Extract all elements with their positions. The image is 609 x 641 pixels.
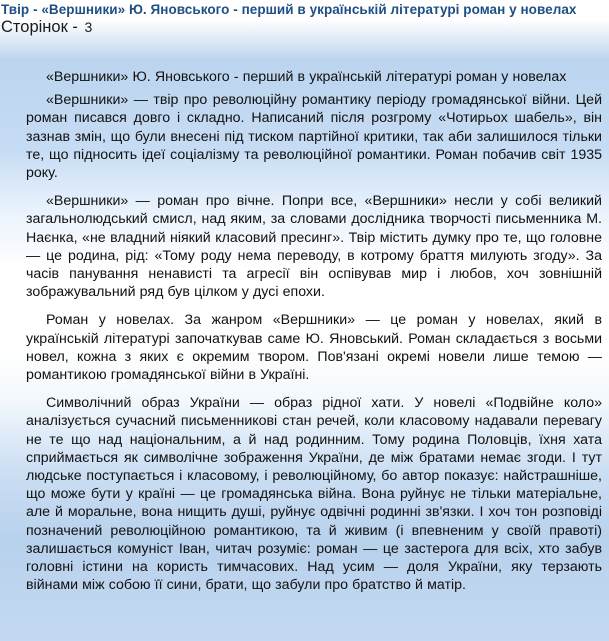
article-header bbox=[1, 0, 605, 36]
article-paragraph: «Вершники» — твір про революційну романтику періоду громадянської війни. Цей роман писався довго і складно. Написаний після розгрому «Чотирьох шабель», він зазнав змін, що були внесені під тиском партійної критики, так аби залишилося тільки те, що підносить ідеї соціалізму та революційної романтики. Роман побачив світ 1935 року. bbox=[26, 92, 602, 182]
article-body bbox=[26, 68, 602, 604]
page-count-value: 3 bbox=[84, 19, 93, 35]
page-count-label: Сторінок - bbox=[1, 18, 78, 36]
article-lead-paragraph: «Вершники» Ю. Яновського - перший в українській літературі роман у новелах bbox=[46, 69, 567, 85]
article-paragraph: Символічний образ України — образ рідної хати. У новелі «Подвійне коло» аналізується сучасний письменникові стан речей, коли класовому надавали перевагу не те що над національним, а й над родинним. Тому родина Половців, їхня хата сприймається як символічне зображення України, де між братами немає згоди. І тут людське поступається і класовому, і революційному, бо автор показує: найстрашніше, що може бути у країні — це громадянська війна. Вона руйнує не тільки матеріальне, але й моральне, вона нищить душі, руйнує одвічні родинні зв'язки. І хоч тон розповіді позначений революційною романтикою, та й живим (і впевненим у своїй правоті) залишається комуніст Іван, читач розуміє: роман — це застерога для всіх, хто забув головні істини на користь тимчасових. Над усим — доля України, яку терзають війнами між собою її сини, брати, що забули про братство й матір. bbox=[26, 395, 602, 594]
page-count bbox=[1, 18, 605, 36]
article-paragraph: «Вершники» — роман про вічне. Попри все, «Вершники» несли у собі великий загальнолюдський смисл, над яким, за словами дослідника творчості письменника М. Наєнка, «не владний ніякий класовий пресинг». Твір містить думку про те, що головне — це родина, рід: «Тому роду нема переводу, в котрому браття милують згоду». За часів панування ненависті та агресії він оспівував мир і любов, хоч зовнішній зображувальний ряд був цілком у дусі епохи. bbox=[26, 193, 602, 301]
article-title: Твір - «Вершники» Ю. Яновського - перший в українській літературі роман у новелах bbox=[1, 2, 577, 17]
article-paragraph: Роман у новелах. За жанром «Вершники» — це роман у новелах, який в українській літературі започаткував саме Ю. Яновський. Роман складається з восьми новел, кожна з яких є окремим твором. Пов'язані окремі новели лише темою — романтикою громадянської війни в Україні. bbox=[26, 312, 602, 384]
